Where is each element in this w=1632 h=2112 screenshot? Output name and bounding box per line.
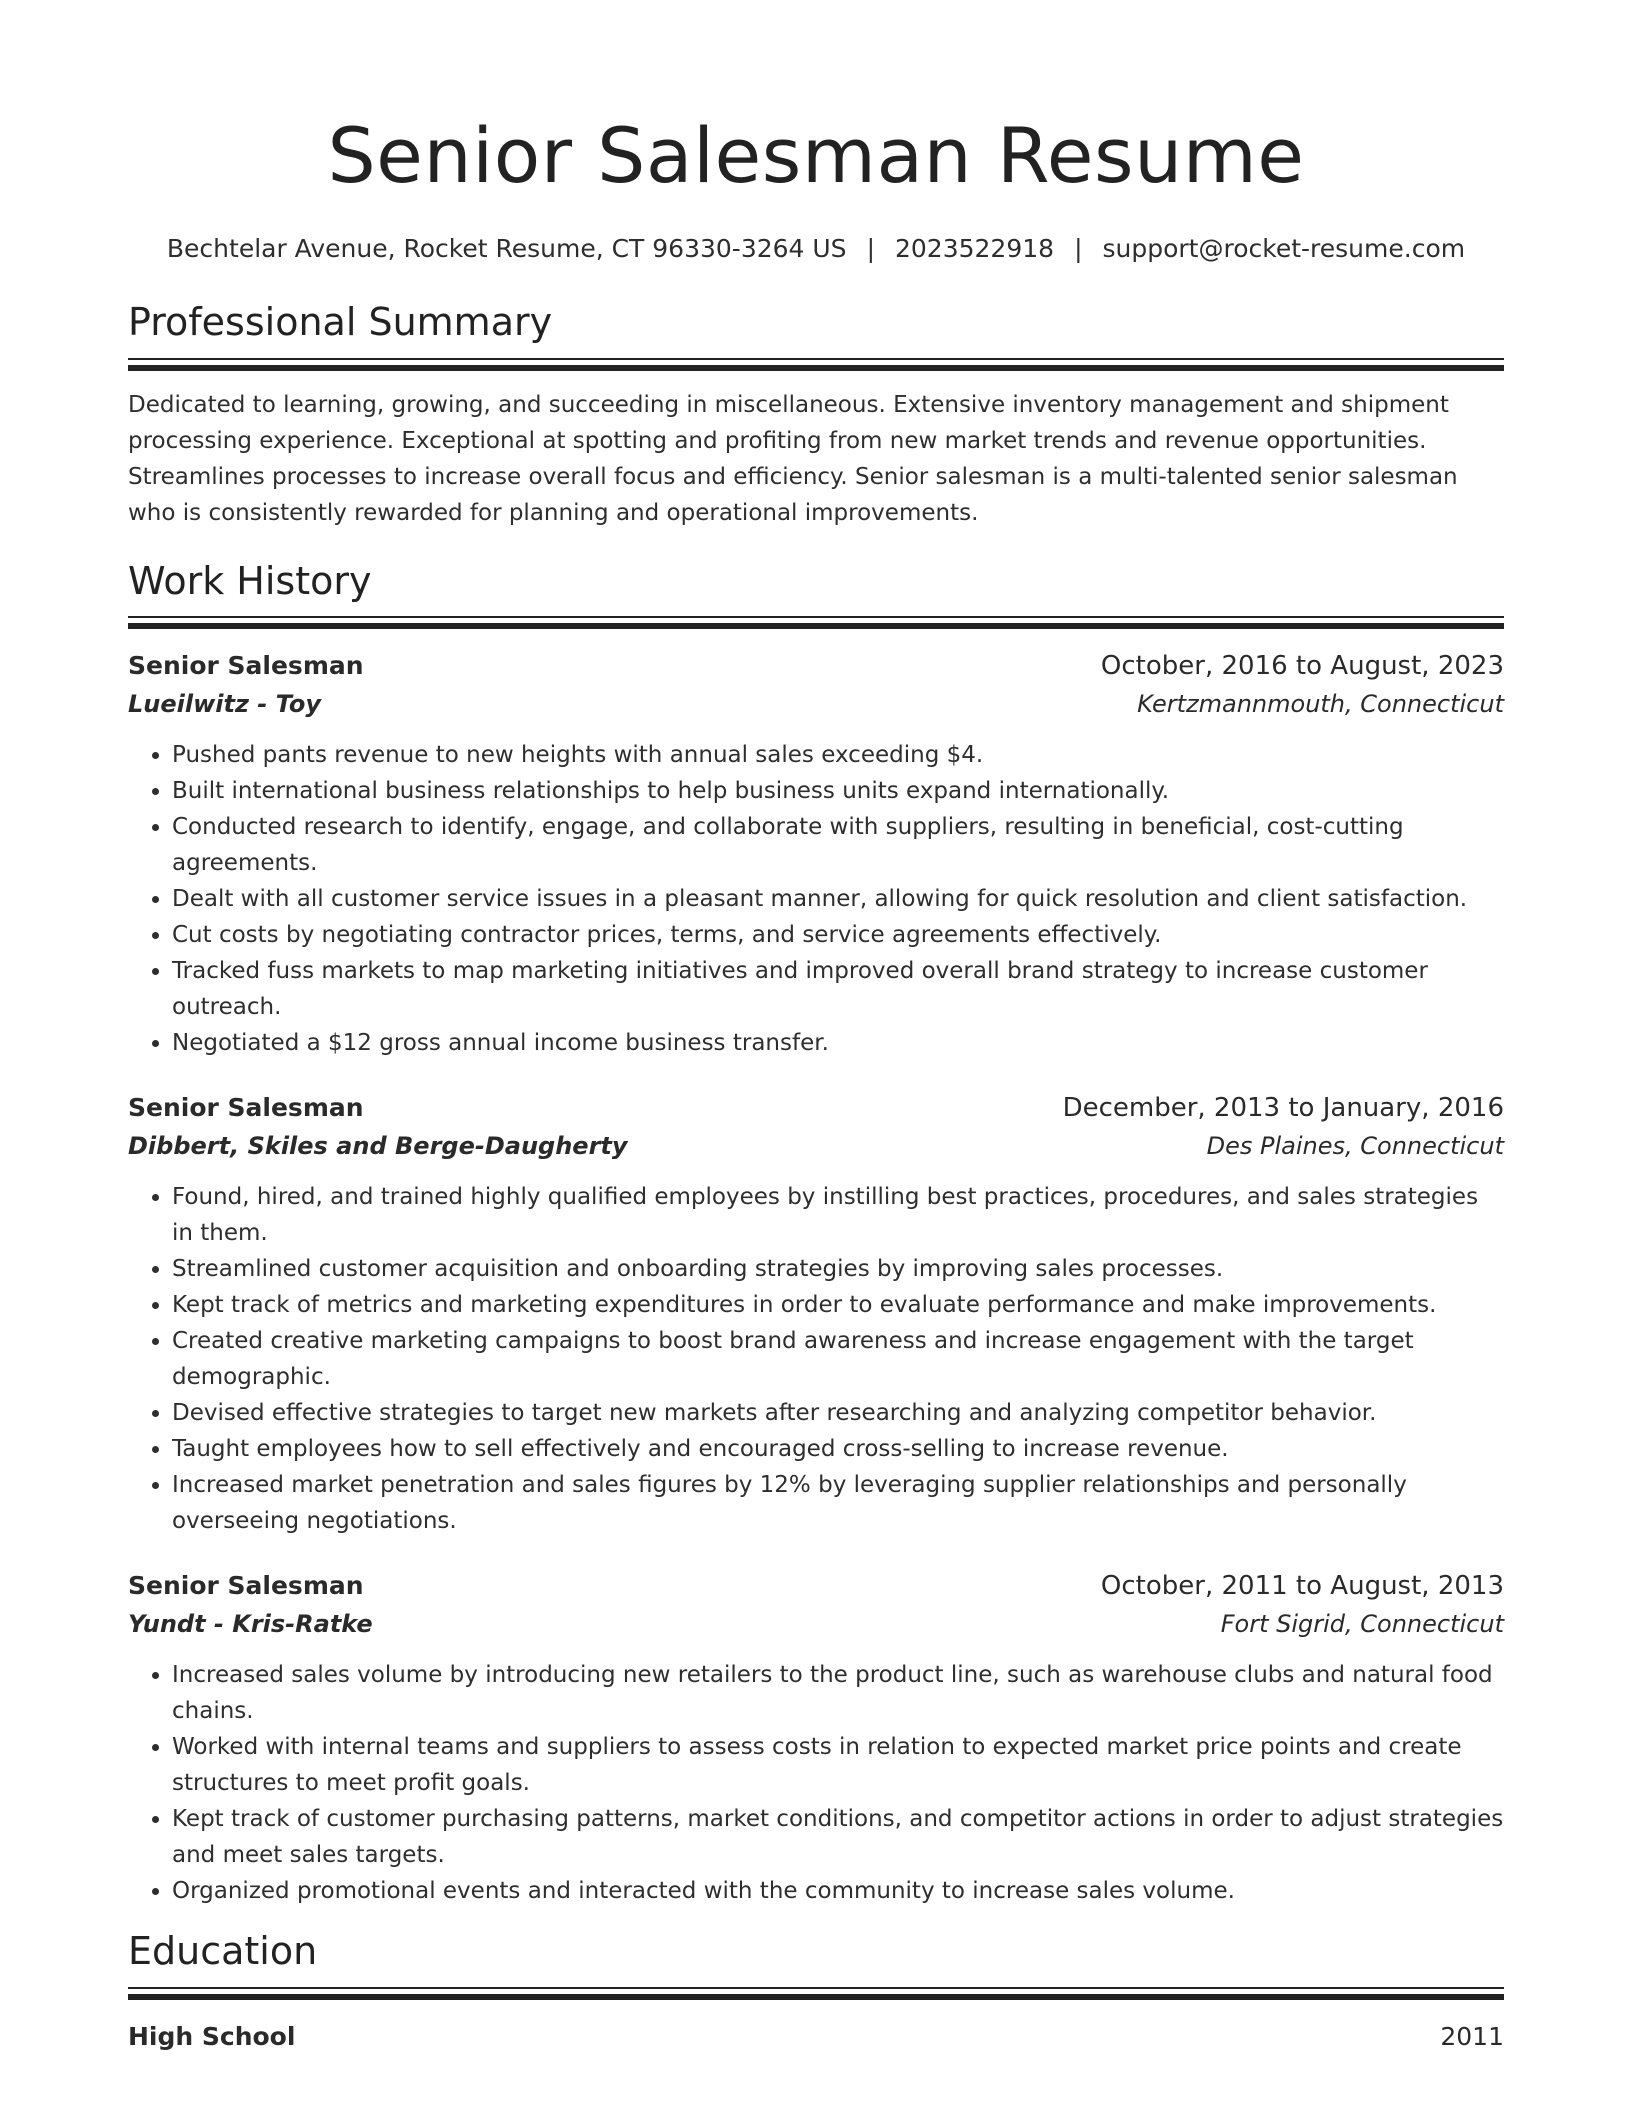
section-divider (128, 1987, 1504, 2000)
contact-line (128, 234, 1504, 264)
education-entry (128, 2018, 1504, 2056)
contact-address: Bechtelar Avenue, Rocket Resume, CT 96330-3264 US (166, 234, 847, 263)
job-location: Fort Sigrid, Connecticut (1220, 1610, 1504, 1639)
job-subheader (128, 1127, 1504, 1165)
job-bullets (128, 737, 1504, 1061)
job-dates: December, 2013 to January, 2016 (1062, 1093, 1504, 1124)
job-subheader (128, 685, 1504, 723)
list-item: • Conducted research to identify, engage, and collaborate with suppliers, resulting in beneficial, cost-cutting agreements. (172, 809, 1504, 881)
work-section (128, 559, 1504, 1910)
list-item: • Created creative marketing campaigns to boost brand awareness and increase engagement with the target demographic. (172, 1323, 1504, 1395)
job-header (128, 647, 1504, 685)
summary-heading: Professional Summary (128, 300, 553, 344)
job-company: Lueilwitz - Toy (128, 690, 322, 719)
job-header (128, 1089, 1504, 1127)
list-item: • Dealt with all customer service issues in a pleasant manner, allowing for quick resolution and client satisfaction. (172, 881, 1504, 917)
list-item: • Increased market penetration and sales figures by 12% by leveraging supplier relationships and personally overseeing negotiations. (172, 1467, 1504, 1539)
list-item: • Taught employees how to sell effectively and encouraged cross-selling to increase revenue. (172, 1431, 1504, 1467)
job-entry (128, 1567, 1504, 1909)
job-entry (128, 1089, 1504, 1539)
list-item: • Increased sales volume by introducing new retailers to the product line, such as warehouse clubs and natural food chains. (172, 1657, 1504, 1729)
contact-phone: 2023522918 (895, 234, 1055, 263)
contact-separator: | (866, 234, 875, 263)
list-item: • Negotiated a $12 gross annual income business transfer. (172, 1025, 1504, 1061)
summary-text: Dedicated to learning, growing, and succeeding in miscellaneous. Extensive inventory management and shipment processing experience. Exceptional at spotting and profiting from new market trends and revenue opportunities. Streamlines processes to increase overall focus and efficiency. Senior salesman is a multi-talented senior salesman who is consistently rewarded for planning and operational improvements. (128, 391, 1458, 526)
list-item: • Kept track of metrics and marketing expenditures in order to evaluate performance and make improvements. (172, 1287, 1504, 1323)
contact-email: support@rocket-resume.com (1102, 234, 1466, 263)
education-section (128, 1929, 1504, 2056)
job-title: Senior Salesman (128, 1093, 364, 1123)
contact-separator: | (1074, 234, 1083, 263)
job-title: Senior Salesman (128, 1571, 364, 1601)
job-dates: October, 2016 to August, 2023 (1100, 651, 1504, 682)
education-heading: Education (128, 1929, 318, 1974)
list-item: • Cut costs by negotiating contractor prices, terms, and service agreements effectively. (172, 917, 1504, 953)
job-location: Kertzmannmouth, Connecticut (1137, 690, 1504, 719)
work-heading: Work History (128, 558, 372, 603)
section-divider (128, 616, 1504, 629)
job-bullets (128, 1179, 1504, 1539)
job-company: Yundt - Kris-Ratke (128, 1610, 373, 1639)
list-item: • Built international business relationships to help business units expand internationally. (172, 773, 1504, 809)
list-item: • Worked with internal teams and suppliers to assess costs in relation to expected market price points and create structures to meet profit goals. (172, 1729, 1504, 1801)
job-bullets (128, 1657, 1504, 1909)
job-title: Senior Salesman (128, 651, 364, 681)
resume-title: Senior Salesman Resume (327, 111, 1305, 200)
job-subheader (128, 1605, 1504, 1643)
list-item: • Organized promotional events and interacted with the community to increase sales volume. (172, 1873, 1504, 1909)
education-year: 2011 (1440, 2021, 1504, 2051)
job-header (128, 1567, 1504, 1605)
list-item: • Devised effective strategies to target new markets after researching and analyzing competitor behavior. (172, 1395, 1504, 1431)
section-divider (128, 358, 1504, 371)
list-item: • Kept track of customer purchasing patterns, market conditions, and competitor actions in order to adjust strategies and meet sales targets. (172, 1801, 1504, 1873)
job-dates: October, 2011 to August, 2013 (1100, 1571, 1504, 1602)
education-degree: High School (128, 2021, 296, 2051)
list-item: • Tracked fuss markets to map marketing initiatives and improved overall brand strategy to increase customer outreach. (172, 953, 1504, 1025)
list-item: • Streamlined customer acquisition and onboarding strategies by improving sales processes. (172, 1251, 1504, 1287)
summary-section (128, 300, 1504, 531)
job-entry (128, 647, 1504, 1061)
job-location: Des Plaines, Connecticut (1206, 1132, 1504, 1161)
list-item: • Found, hired, and trained highly qualified employees by instilling best practices, procedures, and sales strategies in them. (172, 1179, 1504, 1251)
list-item: • Pushed pants revenue to new heights with annual sales exceeding $4. (172, 737, 1504, 773)
job-company: Dibbert, Skiles and Berge-Daugherty (128, 1132, 628, 1161)
